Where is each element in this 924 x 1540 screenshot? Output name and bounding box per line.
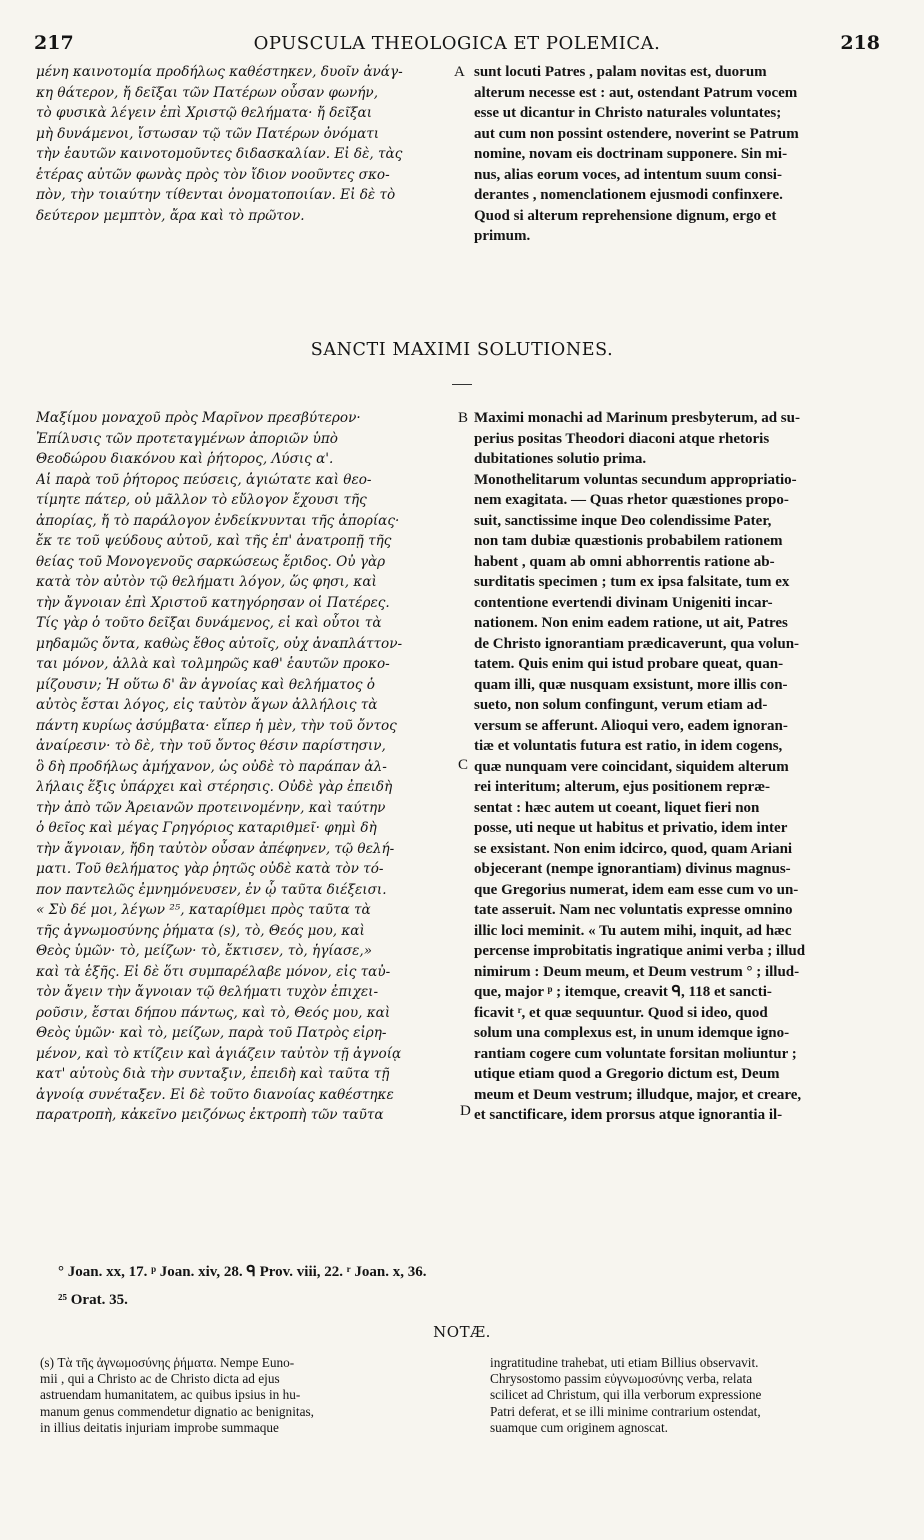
greek-text-line: παρατροπὴ, κἀκεῖνο μειζόνως ἐκτροπὴ τῶν ταῦτα [36, 1107, 384, 1123]
greek-text-line: πον παντελῶς ἐμνημόνευσεν, ἐν ᾧ ταῦτα διέξεισι. [36, 881, 387, 898]
greek-text-line: τῆς ἀγνωμοσύνης ῥήματα (s), τὸ, Θεός μου, καὶ [36, 922, 365, 939]
greek-text-line: κατὰ τὸν αὐτὸν τῷ θελήματι λόγον, ὥς φησι, καὶ [36, 574, 377, 590]
greek-text-line: δεύτερον μεμπτὸν, ἄρα καὶ τὸ πρῶτον. [36, 207, 305, 224]
greek-text-line: ἀναίρεσιν· τὸ δὲ, τὴν τοῦ ὄντος θέσιν παρίστησιν, [36, 738, 386, 754]
latin-text-line: rantiam cogere cum voluntate forsitan moliuntur ; [474, 1045, 797, 1062]
notes-right-column [490, 1355, 890, 1436]
note-text-line: astruendam humanitatem, ac quibus ipsius in hu- [40, 1387, 301, 1403]
page-number-left: 217 [34, 32, 74, 54]
greek-text-line: τὴν ἄγνοιαν ἐπὶ Χριστοῦ κατηγόρησαν οἱ Πατέρες. [36, 594, 390, 611]
latin-text-line: que, major ᵖ ; itemque, creavit ᑫ, 118 et sancti- [474, 984, 772, 1000]
latin-text-line: de Christo ignorantiam prædicaverunt, qua volun- [474, 635, 800, 652]
notae-title: NOTÆ. [433, 1323, 491, 1341]
greek-text-line: « Σὺ δέ μοι, λέγων ²⁵, καταρίθμει πρὸς ταῦτα τὰ [36, 902, 371, 918]
latin-text-line: nomine, novam eis doctrinam supponere. Sin mi- [474, 146, 788, 162]
margin-marker-d: D [460, 1103, 471, 1119]
latin-text-line: suit, sanctissime inque Deo colendissime Pater, [474, 512, 772, 529]
greek-text-line: Θεὸς ὑμῶν· καὶ τὸ, μείζων, παρὰ τοῦ Πατρὸς εἰρη- [36, 1025, 387, 1041]
latin-text-line: nem exagitata. — Quas rhetor quæstiones propo- [474, 492, 789, 508]
latin-text-line: solum una complexus est, in unum idemque igno- [474, 1025, 790, 1041]
latin-text-line: nimirum : Deum meum, et Deum vestrum ° ; illud- [474, 963, 800, 980]
latin-text-line: Maximi monachi ad Marinum presbyterum, ad su- [474, 410, 800, 426]
greek-text-line: κη θάτερον, ἤ δεῖξαι τῶν Πατέρων οὖσαν φωνήν, [36, 84, 379, 101]
section-title: SANCTI MAXIMI SOLUTIONES. [310, 340, 614, 360]
margin-marker-c: C [458, 757, 469, 773]
latin-text-line: aut cum non possint ostendere, noverint se Patrum [474, 125, 799, 142]
top-greek-column [36, 62, 456, 226]
latin-text-line: tate asseruit. Nam nec voluntatis expresse omnino [474, 902, 793, 918]
latin-text-line: contentione evertendi divinam Unigeniti incar- [474, 594, 773, 611]
main-greek-column [36, 408, 456, 1126]
latin-text-line: que Gregorius numerat, idem eam esse cum vo un- [474, 881, 799, 898]
greek-text-line: ὁ θεῖος καὶ μέγας Γρηγόριος καταριθμεῖ· φημὶ δὴ [36, 820, 377, 836]
latin-text-line: rei interitum; alterum, ejus positionem repræ- [474, 779, 771, 795]
note-text-line: manum genus commendetur dignatio ac benignitas, [40, 1403, 314, 1419]
latin-text-line: quæ nunquam vere coincidant, siquidem alterum [474, 758, 789, 775]
latin-text-line: derantes , nomenclationem ejusmodi confinxere. [474, 187, 783, 203]
latin-text-line: primum. [474, 228, 531, 244]
latin-text-line: alterum necesse est : aut, ostendant Patrum vocem [474, 84, 798, 101]
notes-left-column [40, 1355, 460, 1436]
latin-text-line: quam illi, quæ nusquam exsistunt, more illis con- [474, 676, 788, 693]
greek-text-line: ἑτέρας αὐτῶν φωνὰς πρὸς τὸν ἴδιον νοοῦντες σκο- [36, 166, 390, 183]
running-header [34, 32, 880, 56]
greek-text-line: Θεὸς ὑμῶν· τὸ, μείζων· τὸ, ἔκτισεν, τὸ, ἡγίασε,» [36, 943, 373, 959]
latin-text-line: nationem. Non enim eadem ratione, ut ait, Patres [474, 615, 788, 631]
main-latin-column [474, 408, 888, 1126]
greek-text-line: πάντη κυρίως ἀσύμβατα· εἴπερ ἡ μὲν, τὴν τοῦ ὄντος [36, 717, 397, 734]
greek-text-line: μένη καινοτομία προδήλως καθέστηκεν, δυοῖν ἀνάγ- [36, 64, 403, 80]
latin-text-line: et sanctificare, idem prorsus atque ignorantia il- [474, 1107, 783, 1123]
greek-text-line: τὴν ἄγνοιαν, ἤδη ταὐτὸν οὖσαν ἀπέφηνεν, τῷ θελή- [36, 840, 395, 857]
note-text-line: suamque cum originem agnoscat. [490, 1419, 668, 1435]
greek-text-line: ματι. Τοῦ θελήματος γὰρ ῥητῶς οὐδὲ κατὰ τὸν τό- [36, 861, 384, 877]
section-rule [452, 384, 472, 385]
greek-text-line: ἔκ τε τοῦ ψεύδους αὐτοῦ, καὶ τῆς ἐπ' ἀνατροπῇ τῆς [36, 533, 392, 549]
greek-text-line: ὃ δὴ προδήλως ἀμήχανον, ὡς οὐδὲ τὸ παράπαν ἀλ- [36, 758, 387, 775]
running-title: OPUSCULA THEOLOGICA ET POLEMICA. [253, 33, 661, 54]
greek-text-line: μένον, καὶ τὸ κτίζειν καὶ ἁγιάζειν ταὐτὸν τῇ ἀγνοίᾳ [36, 1045, 402, 1062]
latin-text-line: sunt locuti Patres , palam novitas est, duorum [474, 64, 767, 80]
latin-text-line: habent , quam ab omni abhorrentis ratione ab- [474, 553, 775, 570]
greek-text-line: τὴν ἀπὸ τῶν Ἀρειανῶν προτεινομένην, καὶ ταύτην [36, 799, 386, 816]
greek-text-line: Αἱ παρὰ τοῦ ῥήτορος πεύσεις, ἁγιώτατε καὶ θεο- [36, 471, 372, 488]
latin-text-line: percense improbitatis ingratique animi verba ; illud [474, 943, 806, 959]
top-latin-column [474, 62, 888, 247]
scripture-footnotes: ° Joan. xx, 17. ᵖ Joan. xiv, 28. ᑫ Prov. viii, 22. ʳ Joan. x, 36. [58, 1264, 427, 1280]
greek-text-line: μὴ δυνάμενοι, ἴστωσαν τῷ τῶν Πατέρων ὀνόματι [36, 125, 380, 142]
latin-text-line: nus, alias eorum voces, ad intentum suum consi- [474, 166, 782, 183]
greek-text-line: καὶ τὰ ἑξῆς. Εἰ δὲ ὅτι συμπαρέλαβε μόνον, εἰς ταὐ- [36, 963, 391, 980]
note-text-line: (s) Τὰ τῆς ἀγνωμοσύνης ῥήματα. Nempe Euno- [40, 1355, 295, 1370]
latin-text-line: esse ut dicantur in Christo naturales voluntates; [474, 105, 782, 121]
latin-text-line: versum se afferunt. Alioqui vero, eadem ignoran- [474, 717, 788, 734]
greek-text-line: κατ' αὐτοὺς διὰ τὴν συνταξιν, ἐπειδὴ καὶ ταῦτα τῇ [36, 1066, 390, 1082]
latin-text-line: perius positas Theodori diaconi atque rhetoris [474, 430, 770, 447]
greek-text-line: λήλαις ἕξις ὑπάρχει καὶ στέρησις. Οὐδὲ γὰρ ἐπειδὴ [36, 779, 393, 795]
greek-text-line: Ἐπίλυσις τῶν προτεταγμένων ἀποριῶν ὑπὸ [36, 430, 338, 447]
greek-text-line: Μαξίμου μοναχοῦ πρὸς Μαρῖνον πρεσβύτερον· [36, 410, 361, 426]
latin-text-line: objecerant (nempe ignorantiam) divinus magnus- [474, 861, 791, 877]
note-text-line: scilicet ad Christum, qui illa verborum expressione [490, 1387, 762, 1403]
greek-text-line: ροῦσιν, ἔσται δήπου πάντως, καὶ τὸ, Θεός μου, καὶ [36, 1004, 391, 1021]
note-text-line: ingratitudine trahebat, uti etiam Billius observavit. [490, 1355, 759, 1370]
greek-text-line: Τίς γὰρ ὁ τοῦτο δεῖξαι δυνάμενος, εἰ καὶ οὗτοι τὰ [36, 615, 382, 631]
oration-footnote: ²⁵ Orat. 35. [58, 1292, 128, 1308]
greek-text-line: μηδαμῶς ὄντα, καθὼς ἔθος αὐτοῖς, οὐχ ἀναπλάττον- [36, 635, 403, 652]
latin-text-line: sentat : hæc autem ut coeant, liquet fieri non [474, 799, 760, 816]
latin-text-line: Quod si alterum reprehensione dignum, ergo et [474, 207, 777, 224]
greek-text-line: μίζουσιν; Ἡ οὕτω δ' ἂν ἀγνοίας καὶ θελήματος ὁ [36, 676, 375, 693]
greek-text-line: τὴν ἑαυτῶν καινοτομοῦντες διδασκαλίαν. Εἰ δὲ, τὰς [36, 146, 403, 162]
latin-text-line: sueto, non solum confingunt, verum etiam ad- [474, 697, 768, 713]
latin-text-line: utique etiam quod a Gregorio dictum est, Deum [474, 1066, 780, 1082]
latin-text-line: tiæ et voluntatis futura est ratio, in idem cogens, [474, 738, 783, 754]
greek-text-line: ἀπορίας, ἤ τὸ παράλογον ἐνδείκνυνται τῆς ἀπορίας· [36, 512, 400, 529]
margin-marker-a: A [454, 64, 465, 80]
note-text-line: mii , qui a Christo ac de Christo dicta ad ejus [40, 1371, 280, 1387]
greek-text-line: πὸν, τὴν τοιαύτην τίθενται ὀνοματοποιίαν. Εἰ δὲ τὸ [36, 187, 396, 203]
latin-text-line: tatem. Quis enim qui istud probare queat, quan- [474, 656, 784, 672]
greek-text-line: αὐτὸς ἔσται λόγος, εἰς ταὐτὸν ἄγων ἀλλήλοις τὰ [36, 697, 378, 713]
page-number-right: 218 [840, 32, 880, 54]
margin-marker-b: B [458, 410, 469, 426]
greek-text-line: ται μόνον, ἀλλὰ καὶ τολμηρῶς καθ' ἑαυτῶν προκο- [36, 656, 390, 672]
note-text-line: in illius deitatis injuriam improbe summaque [40, 1419, 279, 1435]
latin-text-line: illic loci meminit. « Tu autem mihi, inquit, ad hæc [474, 922, 792, 939]
latin-text-line: surditatis specimen ; tum ex ipsa falsitate, tum ex [474, 574, 790, 590]
note-text-line: Chrysostomo passim εὐγνωμοσύνης verba, relata [490, 1371, 753, 1387]
latin-text-line: ficavit ʳ, et quæ sequuntur. Quod si ideo, quod [474, 1004, 768, 1021]
greek-text-line: Θεοδώρου διακόνου καὶ ῥήτορος, Λύσις α'. [36, 451, 334, 467]
latin-text-line: meum et Deum vestrum; illudque, major, et creare, [474, 1086, 802, 1103]
note-text-line: Patri deferat, et se illi minime contrarium ostendat, [490, 1403, 761, 1419]
greek-text-line: τὸ φυσικὰ λέγειν ἐπὶ Χριστῷ θελήματα· ἤ δεῖξαι [36, 105, 373, 121]
latin-text-line: se exsistant. Non enim idcirco, quod, quam Ariani [474, 840, 793, 857]
greek-text-line: ἀγνοίᾳ συνέταξεν. Εἰ δὲ τοῦτο διανοίας καθέστηκε [36, 1086, 394, 1103]
greek-text-line: θείας τοῦ Μονογενοῦς σαρκώσεως ἔριδος. Οὐ γὰρ [36, 553, 386, 570]
greek-text-line: τίμητε πάτερ, οὐ μᾶλλον τὸ εὔλογον ἔχουσι τῆς [36, 492, 367, 508]
latin-text-line: Monothelitarum voluntas secundum appropriatio- [474, 471, 797, 488]
latin-text-line: dubitationes solutio prima. [474, 451, 647, 467]
latin-text-line: non tam dubiæ quæstionis probabilem rationem [474, 533, 783, 549]
greek-text-line: τὸν ἄγειν τὴν ἄγνοιαν τῷ θελήματι τυχὸν ἐπιχει- [36, 984, 379, 1000]
latin-text-line: posse, uti neque ut habitus et privatio, idem inter [474, 820, 788, 836]
